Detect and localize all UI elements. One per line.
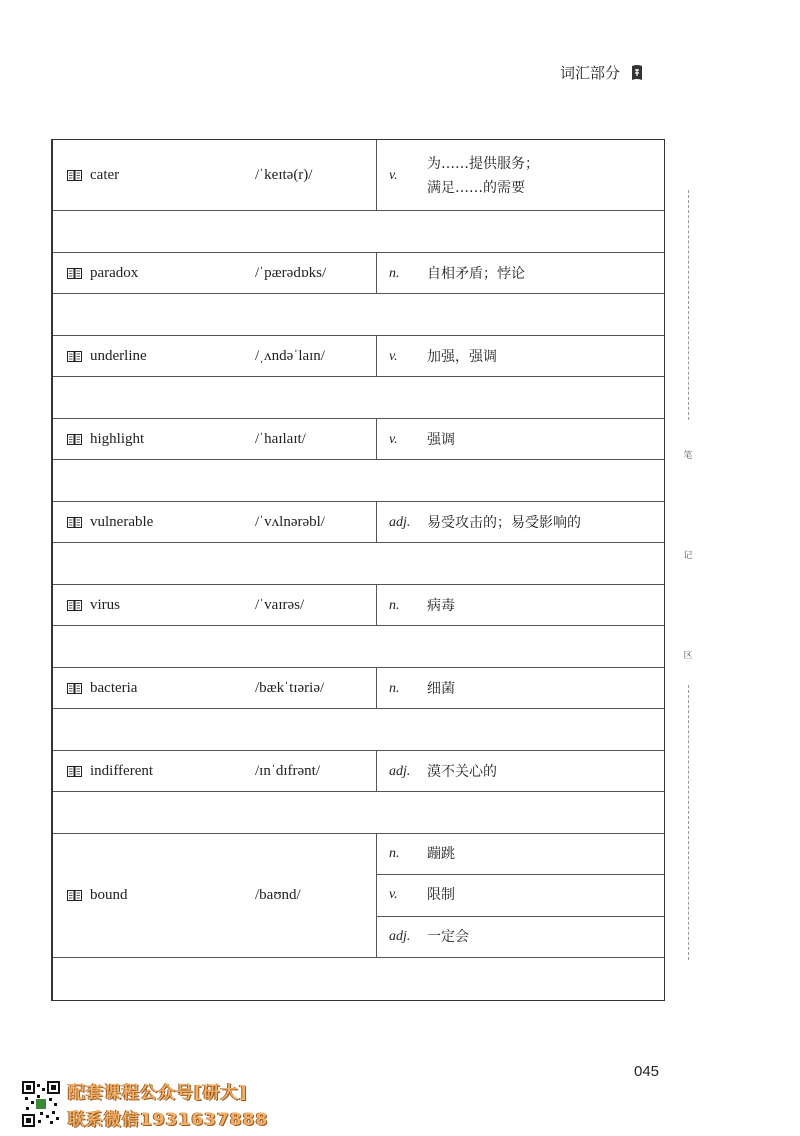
definition-cell [376,751,664,791]
book-emblem-icon [630,64,644,82]
meaning-line: 细菌 [427,680,455,697]
notes-area-label [680,190,696,960]
word-cell [67,834,128,957]
sense-row [377,668,664,709]
page-header [560,62,644,83]
definition-cell [376,253,664,293]
meaning-line: 满足……的需要 [427,179,525,196]
meaning-line: 强调 [427,431,455,448]
side-label-char: 笔 [683,451,693,461]
meaning-line: 蹦跳 [427,846,455,863]
word-row [53,585,664,626]
open-book-icon [67,170,82,181]
definition-cell [376,336,664,376]
word-row [53,751,664,792]
word-text: paradox [90,264,139,281]
part-of-speech: adj. [389,929,411,945]
word-row [53,668,664,709]
notes-blank-row[interactable] [53,709,664,751]
phonetic-text: /ˈpærədɒks/ [255,264,327,281]
meaning-line: 为……提供服务； [427,155,539,172]
word-cell [67,668,137,708]
meaning-line: 漠不关心的 [427,763,497,780]
watermark-stamp [22,1078,268,1130]
meaning-text [427,875,658,915]
word-cell [67,140,119,210]
word-text: vulnerable [90,513,154,530]
word-cell [67,253,138,293]
section-title: 词汇部分 [560,64,621,82]
page-number: 045 [634,1063,660,1080]
part-of-speech: adj. [389,763,411,779]
part-of-speech: adj. [389,514,411,530]
part-of-speech: n. [389,597,400,613]
open-book-icon [67,600,82,611]
word-text: highlight [90,430,145,447]
sense-row [377,140,664,211]
sense-row [377,336,664,377]
meaning-text [427,751,658,792]
part-of-speech: v. [389,348,398,364]
open-book-icon [67,890,82,901]
meaning-line: 自相矛盾；悖论 [427,265,525,282]
part-of-speech: n. [389,265,400,281]
phonetic-text: /ɪnˈdɪfrənt/ [255,762,320,779]
word-row [53,140,664,211]
word-row [53,502,664,543]
word-text: virus [90,596,120,613]
phonetic-text: /ˈvʌlnərəbl/ [255,513,325,530]
open-book-icon [67,683,82,694]
meaning-text [427,419,658,460]
notes-blank-row[interactable] [53,294,664,336]
meaning-text [427,668,658,709]
sense-row [377,875,664,916]
meaning-line: 限制 [427,887,455,904]
definition-cell [376,502,664,542]
phonetic-text: /ˈkeɪtə(r)/ [255,166,313,183]
word-row [53,253,664,294]
phonetic-text: /baʊnd/ [255,887,301,903]
definition-cell [376,668,664,708]
word-cell [67,336,147,376]
notes-blank-row[interactable] [53,543,664,585]
meaning-line: 易受攻击的；易受影响的 [427,514,581,531]
meaning-text [427,502,658,543]
word-row [53,419,664,460]
sense-row [377,419,664,460]
notes-blank-row[interactable] [53,211,664,253]
word-text: bacteria [90,679,138,696]
word-row [53,834,664,958]
vocabulary-table [51,139,665,1001]
sense-row [377,834,664,875]
word-text: cater [90,166,120,183]
phonetic-text: /ˈvaɪrəs/ [255,596,305,613]
word-row [53,336,664,377]
word-text: bound [90,887,128,903]
notes-blank-row[interactable] [53,460,664,502]
sense-row [377,253,664,294]
open-book-icon [67,351,82,362]
word-cell [67,419,144,459]
dashed-divider [688,685,689,960]
meaning-text [427,834,658,874]
meaning-text [427,253,658,294]
part-of-speech: n. [389,846,400,862]
stamp-line-course: 配套课程公众号[研大] [68,1083,248,1103]
notes-blank-row[interactable] [53,792,664,834]
word-cell [67,751,153,791]
meaning-line: 加强，强调 [427,348,497,365]
meaning-text [427,585,658,626]
part-of-speech: v. [389,887,398,903]
word-text: indifferent [90,762,154,779]
notes-blank-row[interactable] [53,626,664,668]
notes-blank-row[interactable] [53,958,664,1000]
word-text: underline [90,347,147,364]
definition-cell [376,834,664,957]
sense-row [377,917,664,958]
meaning-text [427,917,658,958]
meaning-text [427,336,658,377]
stamp-line-contact: 联系微信1931637888 [68,1110,269,1130]
definition-cell [376,419,664,459]
phonetic-text: /bækˈtɪəriə/ [255,679,325,696]
meaning-text [427,140,658,211]
dashed-divider [688,190,689,420]
open-book-icon [67,766,82,777]
word-cell [67,585,120,625]
sense-row [377,585,664,626]
definition-cell [376,585,664,625]
meaning-line: 病毒 [427,597,455,614]
side-label-char: 记 [683,551,693,561]
definition-cell [376,140,664,210]
notes-blank-row[interactable] [53,377,664,419]
part-of-speech: v. [389,431,398,447]
word-cell [67,502,153,542]
meaning-line: 一定会 [427,929,469,946]
sense-row [377,502,664,543]
qr-code-icon [22,1081,60,1127]
phonetic-text: /ˈhaɪlaɪt/ [255,430,306,447]
open-book-icon [67,268,82,279]
open-book-icon [67,517,82,528]
side-label-char: 区 [683,651,693,661]
part-of-speech: n. [389,680,400,696]
open-book-icon [67,434,82,445]
phonetic-text: /ˌʌndəˈlaɪn/ [255,347,325,364]
sense-row [377,751,664,792]
part-of-speech: v. [389,167,398,183]
